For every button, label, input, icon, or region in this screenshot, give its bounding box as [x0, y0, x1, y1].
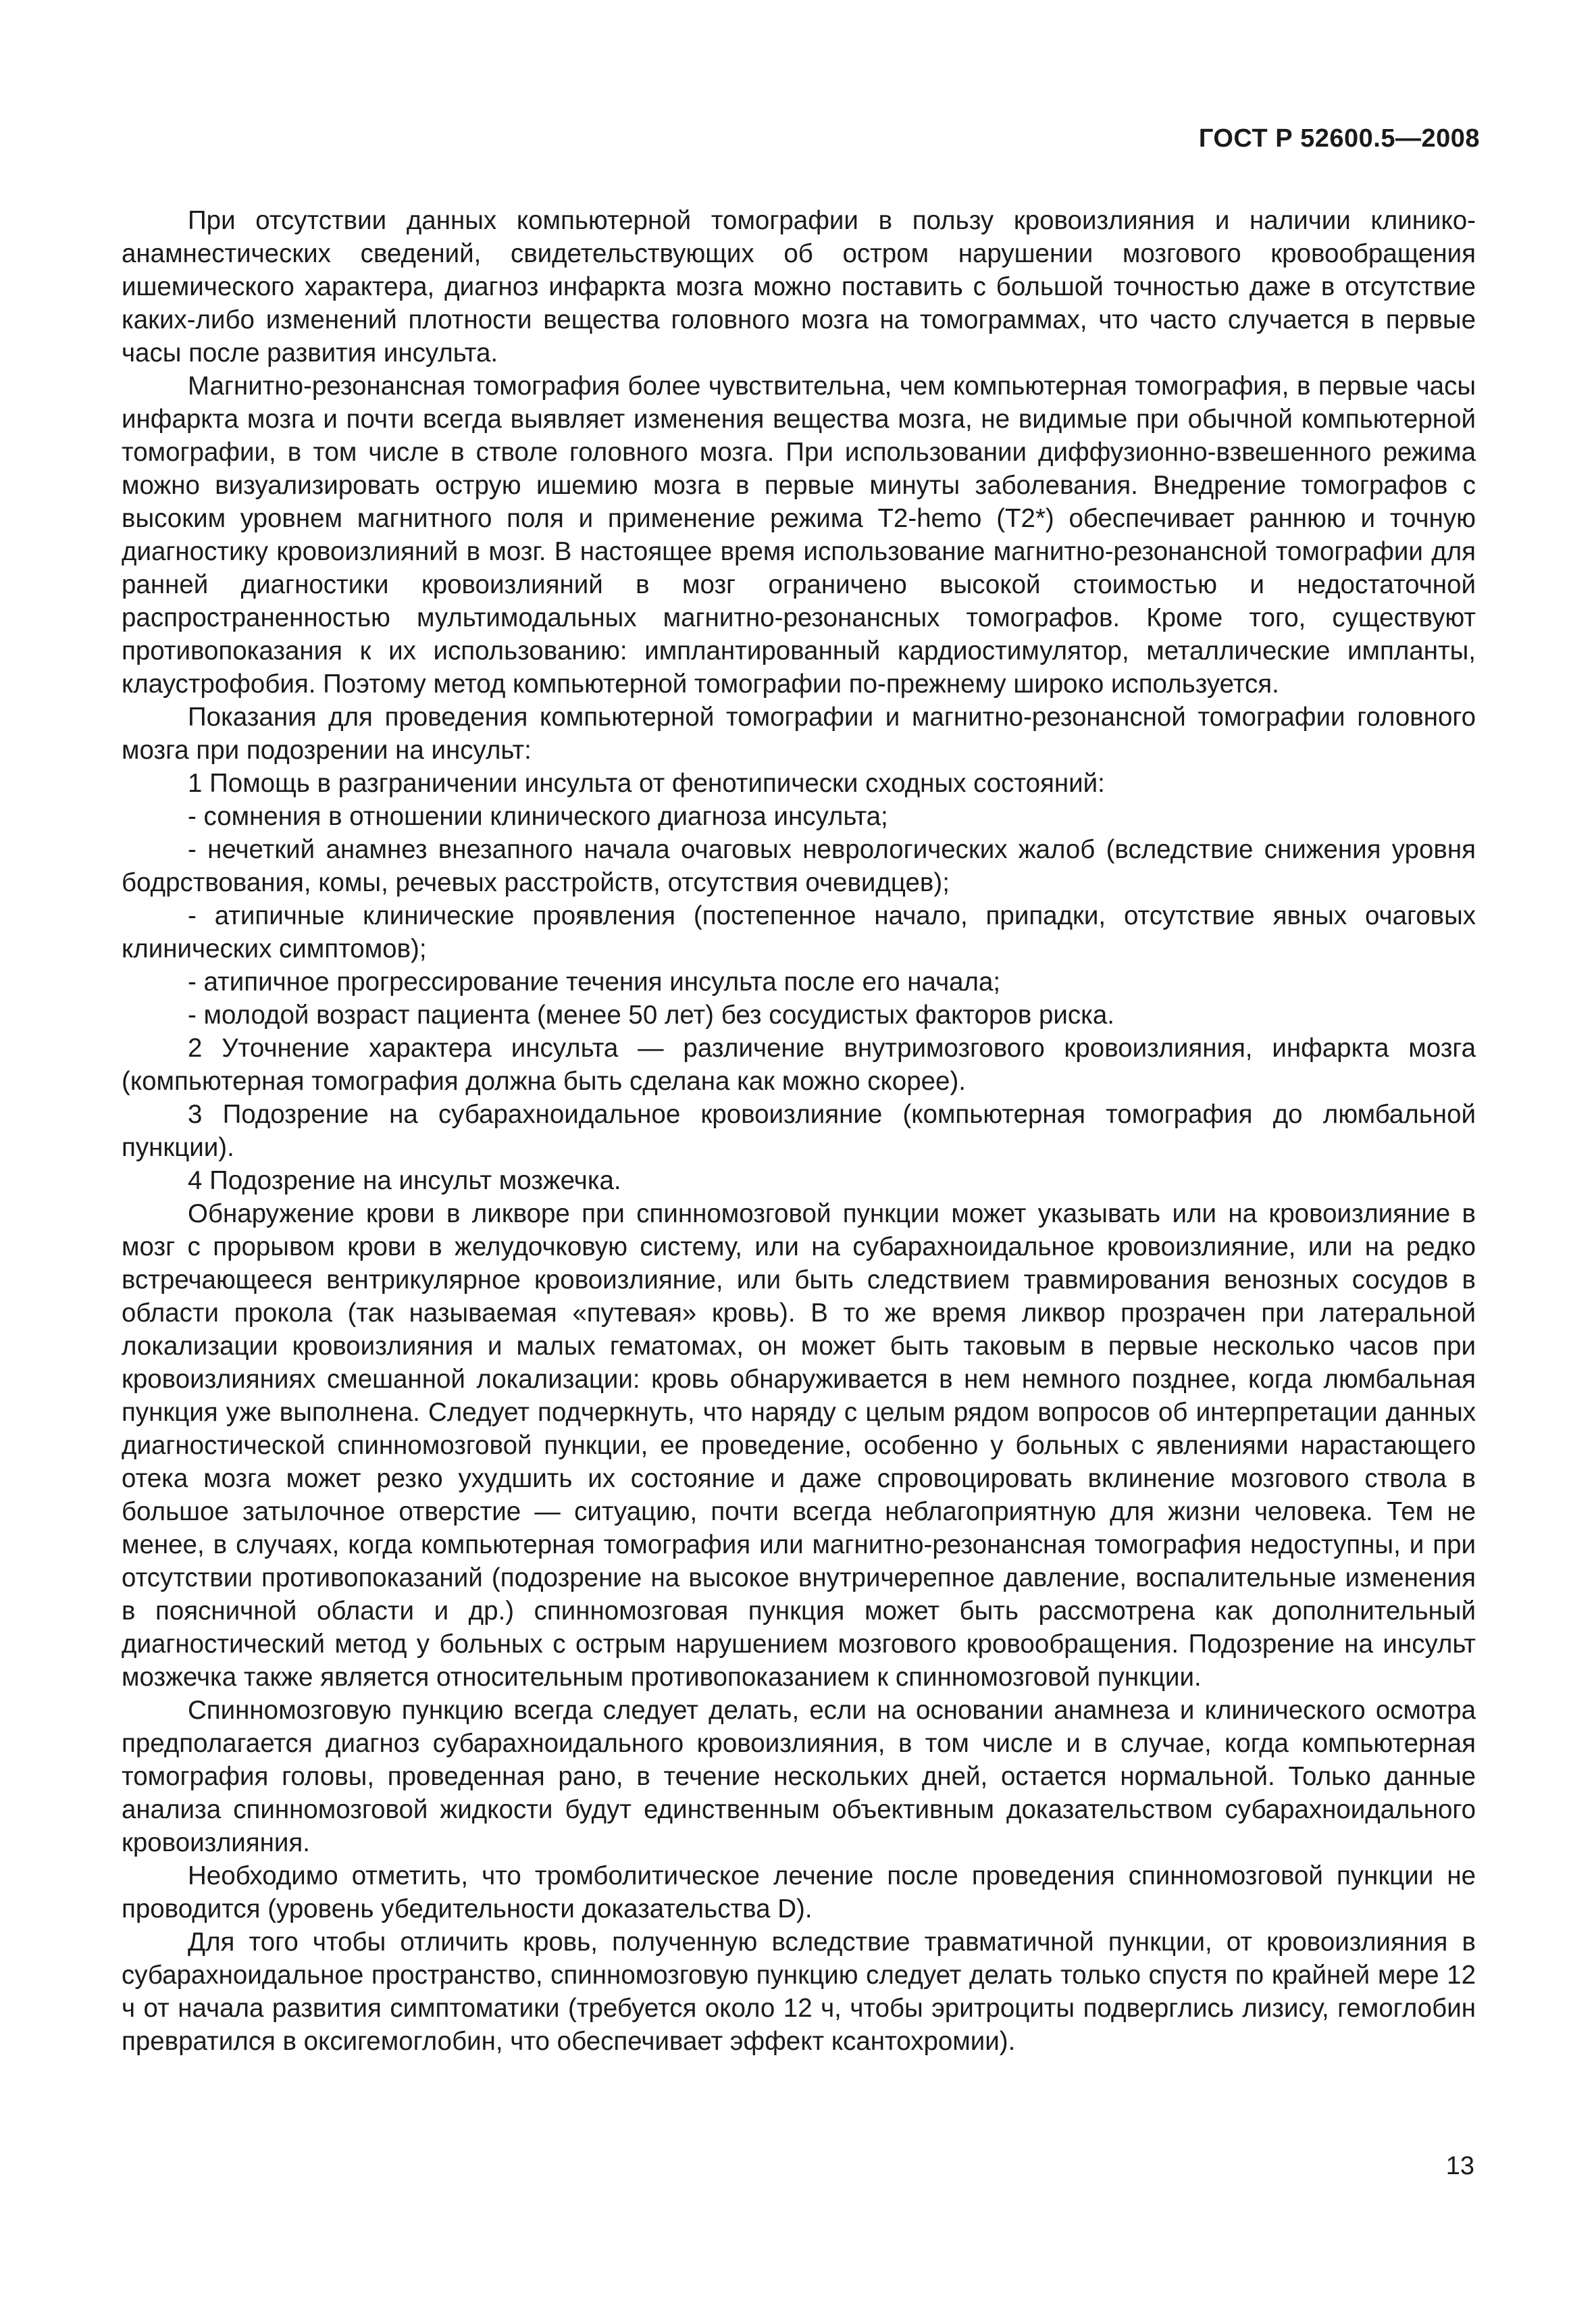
list-item: - атипичное прогрессирование течения инсульта после его начала; [188, 967, 1001, 997]
list-item: - сомнения в отношении клинического диагноза инсульта; [188, 802, 888, 831]
list-heading: 4 Подозрение на инсульт мозжечка. [188, 1166, 621, 1195]
list-heading: 1 Помощь в разграничении инсульта от фенотипически сходных состояний: [188, 769, 1105, 798]
list-heading: 3 Подозрение на субарахноидальное кровоизлияние (компьютерная томография до люмбальной пункции). [122, 1100, 1476, 1162]
paragraph: При отсутствии данных компьютерной томографии в пользу кровоизлияния и наличии клинико-анамнестических сведений, свидетельствующих об остром нарушении мозгового кровообращения ишемического характера, диагноз инфаркта мозга можно поставить с большой точностью даже в отсутствие каких-либо изменений плотности вещества головного мозга на томограммах, что часто случается в первые часы после развития инсульта. [122, 206, 1476, 368]
paragraph: Показания для проведения компьютерной томографии и магнитно-резонансной томографии головного мозга при подозрении на инсульт: [122, 703, 1476, 765]
paragraph: Обнаружение крови в ликворе при спинномозговой пункции может указывать или на кровоизлияние в мозг с прорывом крови в желудочковую систему, или на субарахноидальное кровоизлияние, или на редко встречающееся вентрикулярное кровоизлияние, или быть следствием травмирования венозных сосудов в области прокола (так называемая «путевая» кровь). В то же время ликвор прозрачен при латеральной локализации кровоизлияния и малых гематомах, он может быть таковым в первые несколько часов при кровоизлияниях смешанной локализации: кровь обнаруживается в нем немного позднее, когда люмбальная пункция уже выполнена. Следует подчеркнуть, что наряду с целым рядом вопросов об интерпретации данных диагностической спинномозговой пункции, ее проведение, особенно у больных с явлениями нарастающего отека мозга может резко ухудшить их состояние и даже спровоцировать вклинение мозгового ствола в большое затылочное отверстие — ситуацию, почти всегда неблагоприятную для жизни человека. Тем не менее, в случаях, когда компьютерная томография или магнитно-резонансная томография недоступны, и при отсутствии противопоказаний (подозрение на высокое внутричерепное давление, воспалительные изменения в поясничной области и др.) спинномозговая пункция может быть рассмотрена как дополнительный диагностический метод у больных с острым нарушением мозгового кровообращения. Подозрение на инсульт мозжечка также является относительным противопоказанием к спинномозговой пункции. [122, 1199, 1476, 1692]
page-number: 13 [1445, 2152, 1474, 2180]
list-heading: 2 Уточнение характера инсульта — различение внутримозгового кровоизлияния, инфаркта мозга (компьютерная томография должна быть сделана как можно скорее). [122, 1034, 1476, 1096]
document-header: ГОСТ Р 52600.5—2008 [1198, 124, 1480, 153]
list-item: - молодой возраст пациента (менее 50 лет) без сосудистых факторов риска. [188, 1001, 1114, 1030]
list-item: - атипичные клинические проявления (постепенное начало, припадки, отсутствие явных очаговых клинических симптомов); [122, 901, 1476, 963]
paragraph: Спинномозговую пункцию всегда следует делать, если на основании анамнеза и клинического осмотра предполагается диагноз субарахноидального кровоизлияния, в том числе и в случае, когда компьютерная томография головы, проведенная рано, в течение нескольких дней, остается нормальной. Только данные анализа спинномозговой жидкости будут единственным объективным доказательством субарахноидального кровоизлияния. [122, 1696, 1476, 1857]
document-body [122, 204, 1476, 2058]
paragraph: Магнитно-резонансная томография более чувствительна, чем компьютерная томография, в первые часы инфаркта мозга и почти всегда выявляет изменения вещества мозга, не видимые при обычной компьютерной томографии, в том числе в стволе головного мозга. При использовании диффузионно-взвешенного режима можно визуализировать острую ишемию мозга в первые минуты заболевания. Внедрение томографов с высоким уровнем магнитного поля и применение режима Т2-hemo (Т2*) обеспечивает раннюю и точную диагностику кровоизлияний в мозг. В настоящее время использование магнитно-резонансной томографии для ранней диагностики кровоизлияний в мозг ограничено высокой стоимостью и недостаточной распространенностью мультимодальных магнитно-резонансных томографов. Кроме того, существуют противопоказания к их использованию: имплантированный кардиостимулятор, металлические импланты, клаустрофобия. Поэтому метод компьютерной томографии по-прежнему широко используется. [122, 372, 1476, 699]
paragraph: Для того чтобы отличить кровь, полученную вследствие травматичной пункции, от кровоизлияния в субарахноидальное пространство, спинномозговую пункцию следует делать только спустя по крайней мере 12 ч от начала развития симптоматики (требуется около 12 ч, чтобы эритроциты подверглись лизису, гемоглобин превратился в оксигемоглобин, что обеспечивает эффект ксантохромии). [122, 1928, 1476, 2056]
list-item: - нечеткий анамнез внезапного начала очаговых неврологических жалоб (вследствие снижения уровня бодрствования, комы, речевых расстройств, отсутствия очевидцев); [122, 835, 1476, 897]
paragraph: Необходимо отметить, что тромболитическое лечение после проведения спинномозговой пункции не проводится (уровень убедительности доказательства D). [122, 1861, 1476, 1923]
